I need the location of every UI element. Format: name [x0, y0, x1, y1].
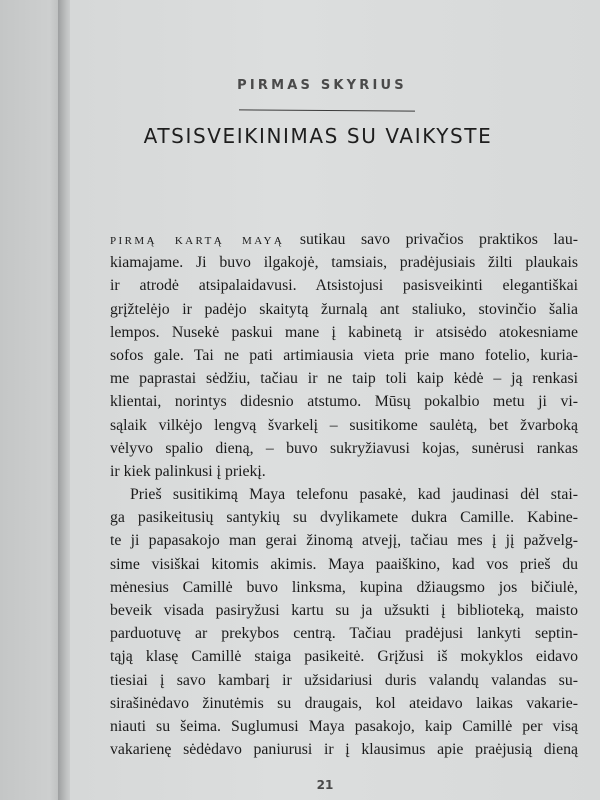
body-line: pirmą kartą mayą sutikau savo privačios praktikos lau- [110, 231, 578, 248]
body-line: grįžtelėjo ir padėjo skaitytą žurnalą ant staliuko, stovinčio šalia [110, 300, 578, 318]
body-line: lempos. Nusekė paskui mane į kabinetą ir atsisėdo atokesniame [110, 323, 578, 341]
body-line: niauti su šeima. Suglumusi Maya pasakojo, kaip Camillė per visą [110, 717, 578, 735]
body-line: klientai, norintys didesnio atstumo. Mūsų pokalbio metu ji vi- [110, 393, 578, 411]
lead-smallcaps: pirmą kartą mayą [110, 231, 285, 248]
body-line: sime visiškai kitomis akimis. Maya paaiškino, kad vos prieš du [110, 555, 578, 573]
chapter-label: PIRMAS SKYRIUS [237, 78, 407, 93]
body-line: vakarienę sėdėdavo paniurusi ir į klausimus apie praėjusią dieną [110, 741, 578, 759]
body-line: kiamajame. Ji buvo ilgakojė, tamsiais, pradėjusiais žilti plaukais [110, 254, 578, 272]
body-line: tiesiai į savo kambarį ir užsidariusi duris valandų valandas su- [110, 671, 578, 689]
previous-page-edge [0, 0, 62, 800]
body-line: me paprastai sėdžiu, tačiau ir ne taip toli kaip kėdė – ją renkasi [110, 370, 578, 388]
body-line: ga pasikeitusių santykių su dvylikamete dukra Camille. Kabine- [110, 509, 578, 527]
body-text [110, 228, 578, 761]
body-line: mėnesius Camillė buvo linksma, kupina džiaugsmo jos bičiulė, [110, 578, 578, 596]
body-line: vėlyvo spalio dieną, – buvo sukryžiavusi kojas, sunėrusi rankas [110, 439, 578, 457]
body-line: Prieš susitikimą Maya telefonu pasakė, kad jaudinasi dėl stai- [130, 486, 578, 504]
chapter-title: ATSISVEIKINIMAS SU VAIKYSTE [143, 124, 493, 148]
body-line: tąją klasę Camillė staiga pasikeitė. Grįžusi iš mokyklos eidavo [110, 648, 578, 666]
page-number: 21 [316, 778, 334, 792]
body-line: sofos gale. Tai ne pati artimiausia vieta prie mano fotelio, kuria- [110, 346, 578, 364]
body-line: parduotuvę ar prekybos centrą. Tačiau pradėjusi lankyti septin- [110, 625, 578, 643]
body-line: sirašinėdavo žinutėmis su draugais, kol ateidavo laikas vakarie- [110, 694, 578, 712]
body-line: ir atrodė atsipalaidavusi. Atsistojusi pasisveikinti elegantiškai [110, 277, 578, 295]
body-line: te ji papasakojo man gerai žinomą atvejį, tačiau mes į jį pažvelg- [110, 532, 578, 550]
body-line: ir kiek palinkusi į priekį. [110, 462, 266, 480]
body-line: sąlaik vilkėjo lengvą švarkelį – susitikome saulėtą, bet žvarboką [110, 416, 578, 434]
body-line: beveik visada pasiryžusi kartu su ja užsukti į biblioteką, maisto [110, 602, 578, 619]
